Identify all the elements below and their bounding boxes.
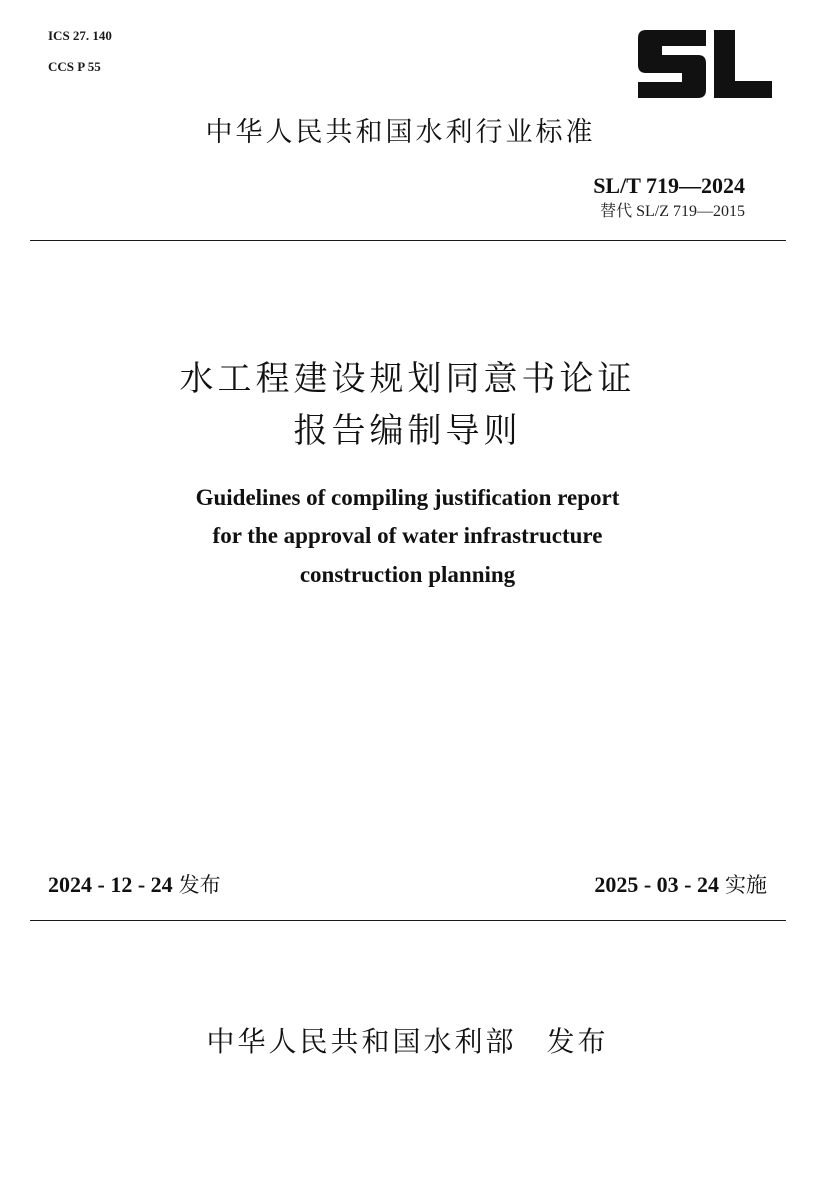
standard-category: 中华人民共和国水利行业标准 [205,117,596,148]
title-english-line-1: Guidelines of compiling justification report [195,485,620,510]
publisher [0,1024,815,1060]
top-divider [30,240,786,241]
publisher-name: 中华人民共和国水利部 [206,1025,517,1058]
ics-code: ICS 27. 140 [48,28,112,43]
title-chinese-line-1: 水工程建设规划同意书论证 [179,359,636,399]
issue-date-value: 2024 - 12 - 24 [48,872,173,897]
standard-replaces: 替代 SL/Z 719—2015 [600,203,745,220]
title-chinese-line-2: 报告编制导则 [293,411,522,451]
sl-logo-l [714,30,772,98]
sl-logo-s [638,30,706,98]
publisher-action: 发布 [546,1025,609,1058]
issue-date-label: 发布 [178,873,221,897]
implementation-date [594,870,767,901]
implementation-date-label: 实施 [725,873,767,897]
ccs-code: CCS P 55 [48,59,101,74]
title-english-line-2: for the approval of water infrastructure [212,523,603,548]
sl-logo [638,30,772,98]
bottom-divider [30,920,786,921]
implementation-date-value: 2025 - 03 - 24 [594,872,719,897]
title-english-line-3: construction planning [299,562,516,587]
issue-date [48,870,221,901]
standard-number: SL/T 719—2024 [593,173,745,198]
